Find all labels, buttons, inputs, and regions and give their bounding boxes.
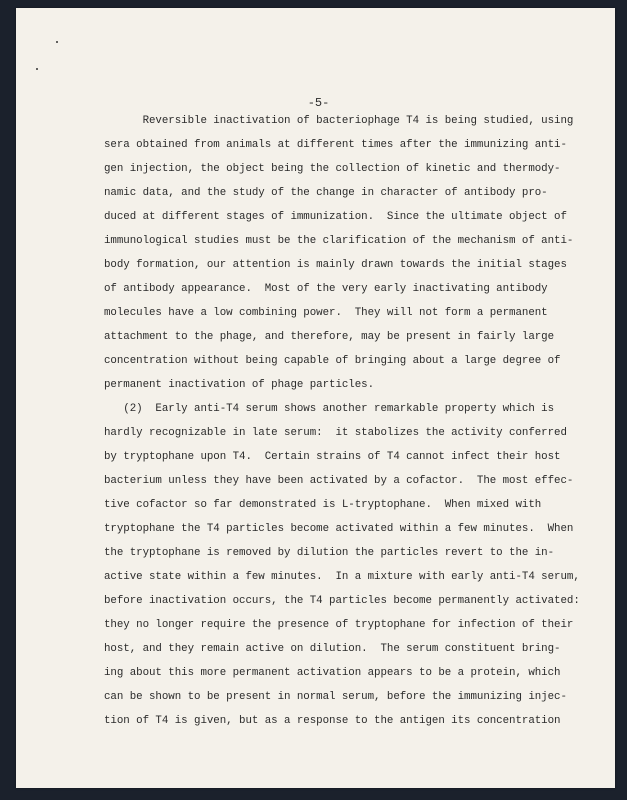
paper-speck <box>36 68 38 70</box>
document-page <box>16 8 615 788</box>
text-line: host, and they remain active on dilution. The serum constituent bring- <box>104 643 561 655</box>
text-line: molecules have a low combining power. They will not form a permanent <box>104 307 548 319</box>
text-line: before inactivation occurs, the T4 particles become permanently activated: <box>104 595 580 607</box>
text-line: immunological studies must be the clarification of the mechanism of anti- <box>104 235 574 247</box>
text-line: permanent inactivation of phage particles. <box>104 379 375 391</box>
text-line: of antibody appearance. Most of the very early inactivating antibody <box>104 283 548 295</box>
text-line: active state within a few minutes. In a mixture with early anti-T4 serum, <box>104 571 580 583</box>
text-line: tive cofactor so far demonstrated is L-tryptophane. When mixed with <box>104 499 542 511</box>
text-line: namic data, and the study of the change in character of antibody pro- <box>104 187 548 199</box>
text-line: hardly recognizable in late serum: it stabolizes the activity conferred <box>104 427 567 439</box>
text-line: body formation, our attention is mainly drawn towards the initial stages <box>104 259 567 271</box>
text-line: concentration without being capable of bringing about a large degree of <box>104 355 561 367</box>
page-number: -5- <box>307 96 330 110</box>
text-line: tion of T4 is given, but as a response to the antigen its concentration <box>104 715 561 727</box>
text-line: ing about this more permanent activation appears to be a protein, which <box>104 667 561 679</box>
text-line: can be shown to be present in normal serum, before the immunizing injec- <box>104 691 567 703</box>
text-line: Reversible inactivation of bacteriophage T4 is being studied, using <box>104 115 574 127</box>
text-line: duced at different stages of immunization. Since the ultimate object of <box>104 211 567 223</box>
text-line: gen injection, the object being the collection of kinetic and thermody- <box>104 163 561 175</box>
text-line: attachment to the phage, and therefore, may be present in fairly large <box>104 331 555 343</box>
text-line: by tryptophane upon T4. Certain strains of T4 cannot infect their host <box>104 451 561 463</box>
text-line: the tryptophane is removed by dilution the particles revert to the in- <box>104 547 555 559</box>
text-line: sera obtained from animals at different times after the immunizing anti- <box>104 139 567 151</box>
text-line: tryptophane the T4 particles become activated within a few minutes. When <box>104 523 574 535</box>
text-line: they no longer require the presence of tryptophane for infection of their <box>104 619 574 631</box>
text-line: bacterium unless they have been activated by a cofactor. The most effec- <box>104 475 574 487</box>
text-line: (2) Early anti-T4 serum shows another remarkable property which is <box>104 403 555 415</box>
paper-speck <box>56 41 58 43</box>
